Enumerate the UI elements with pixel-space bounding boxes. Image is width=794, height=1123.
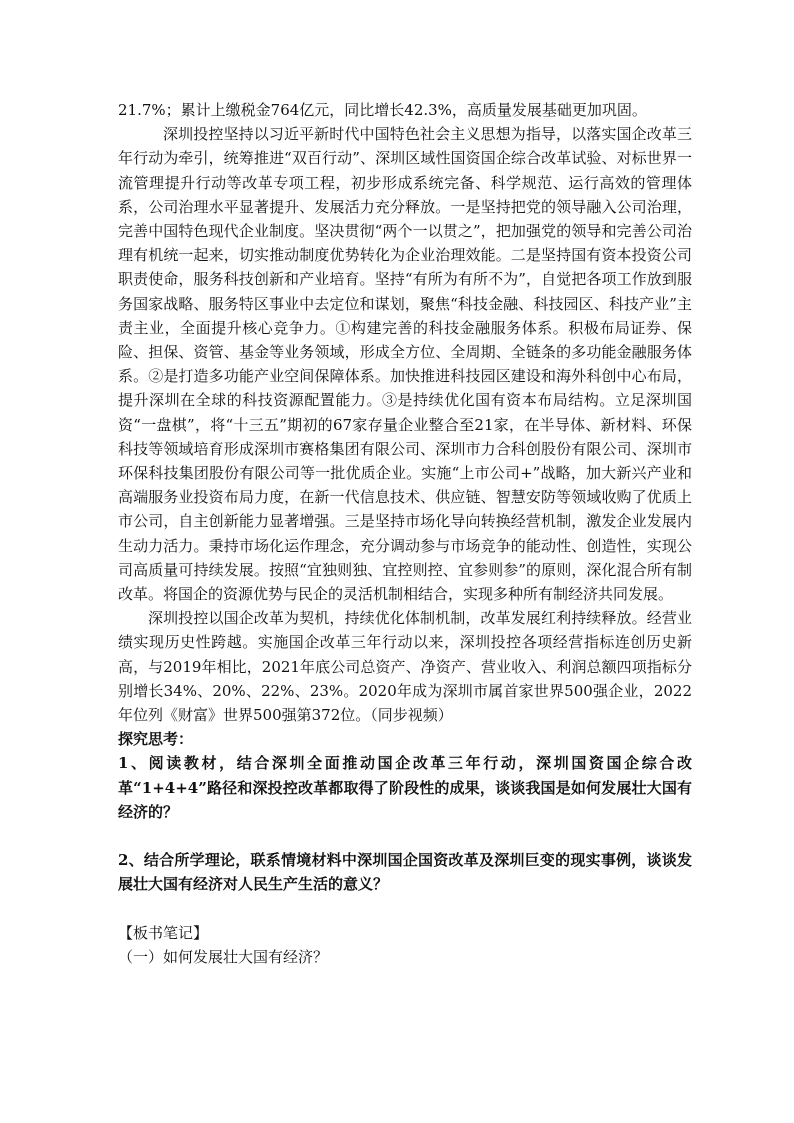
notes-heading: 【板书笔记】 bbox=[118, 923, 209, 942]
spacer bbox=[118, 824, 692, 848]
paragraph-reform-results: 深圳投控以国企改革为契机，持续优化体制机制，改革发展红利持续释放。经营业绩实现历史性跨越。实施国企改革三年行动以来，深圳投控各项经营指标连创历史新高，与2019年相比，2021年底公司总资产、净资产、营业收入、利润总额四项指标分别增长34%、20%、22%、23%。2020年成为深圳市属首家世界500强企业，2022年位列《财富》世界500强第372位。（同步视频） bbox=[118, 609, 692, 725]
spacer bbox=[118, 897, 692, 921]
notes-item-1: （一）如何发展壮大国有经济？ bbox=[118, 947, 329, 966]
explore-question-2: 2、结合所学理论，联系情境材料中深圳国企国资改革及深圳巨变的现实事例，谈谈发展壮大国有经济对人民生产生活的意义？ bbox=[118, 851, 692, 894]
explore-question-1: 1、阅读教材，结合深圳全面推动国企改革三年行动，深圳国资国企综合改革“1+4+4”路径和深投控改革都取得了阶段性的成果，谈谈我国是如何发展壮大国有经济的？ bbox=[118, 754, 692, 821]
paragraph-reform-practice: 深圳投控坚持以习近平新时代中国特色社会主义思想为指导，以落实国企改革三年行动为牵引，统筹推进“双百行动”、深圳区域性国资国企综合改革试验、对标世界一流管理提升行动等改革专项工程，初步形成系统完备、科学规范、运行高效的管理体系，公司治理水平显著提升、发展活力充分释放。一是坚持把党的领导融入公司治理，完善中国特色现代企业制度。坚决贯彻“两个一以贯之”，把加强党的领导和完善公司治理有机统一起来，切实推动制度优势转化为企业治理效能。二是坚持国有资本投资公司职责使命，服务科技创新和产业培育。坚持“有所为有所不为”，自觉把各项工作放到服务国家战略、服务特区事业中去定位和谋划，聚焦“科技金融、科技园区、科技产业”主责主业，全面提升核心竞争力。①构建完善的科技金融服务体系。积极布局证券、保险、担保、资管、基金等业务领域，形成全方位、全周期、全链条的多功能金融服务体系。②是打造多功能产业空间保障体系。加快推进科技园区建设和海外科创中心布局，提升深圳在全球的科技资源配置能力。③是持续优化国有资本布局结构。立足深圳国资“一盘棋”，将“十三五”期初的67家存量企业整合至21家，在半导体、新材料、环保科技等领域培育形成深圳市赛格集团有限公司、深圳市力合科创股份有限公司、深圳市环保科技集团股份有限公司等一批优质企业。实施“上市公司+”战略，加大新兴产业和高端服务业投资布局力度，在新一代信息技术、供应链、智慧安防等领域收购了优质上市公司，自主创新能力显著增强。三是坚持市场化导向转换经营机制，激发企业发展内生动力活力。秉持市场化运作理念，充分调动参与市场竞争的能动性、创造性，实现公司高质量可持续发展。按照“宜独则独、宜控则控、宜参则参”的原则，深化混合所有制改革。将国企的资源优势与民企的灵活机制相结合，实现多种所有制经济共同发展。 bbox=[118, 125, 692, 604]
explore-heading: 探究思考： bbox=[118, 730, 194, 749]
paragraph-continuation: 21.7%；累计上缴税金764亿元，同比增长42.3%，高质量发展基础更加巩固。 bbox=[118, 101, 647, 119]
document-body bbox=[118, 98, 692, 969]
